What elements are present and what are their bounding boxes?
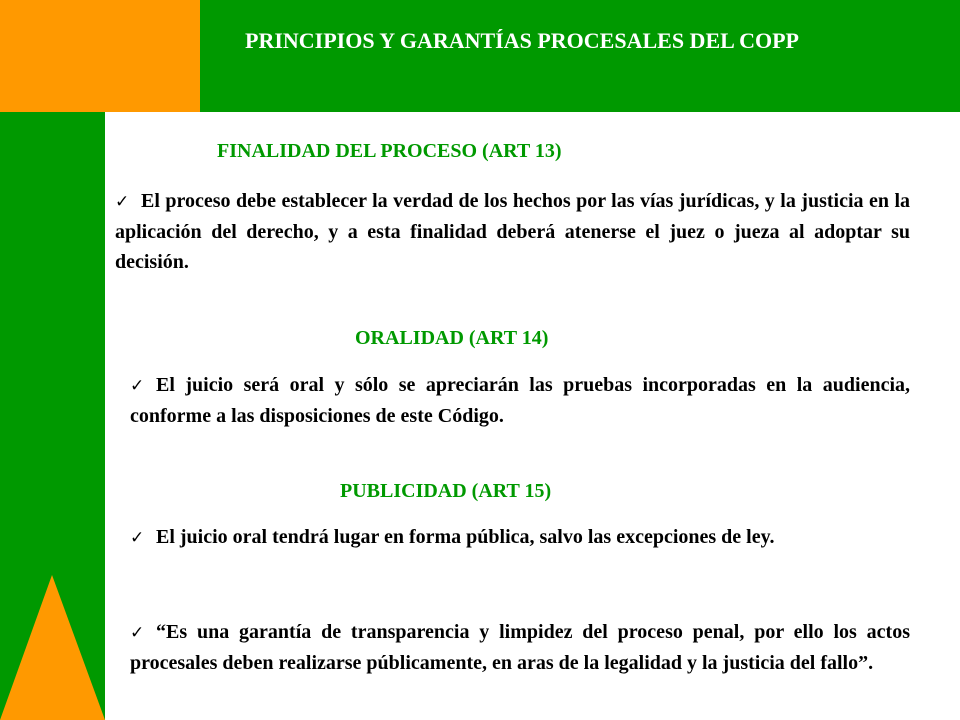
header-bar — [200, 0, 960, 112]
page-title: PRINCIPIOS Y GARANTÍAS PROCESALES DEL COPP — [245, 28, 799, 53]
bullet-publicidad-2: ✓ “Es una garantía de transparencia y limpidez del proceso penal, por ello los actos procesales deben realizarse públicamente, en aras de la legalidad y la justicia del fallo”. — [130, 617, 910, 678]
section-title-finalidad: FINALIDAD DEL PROCESO (ART 13) — [217, 140, 562, 162]
orange-corner-block — [0, 0, 200, 112]
checkmark-icon: ✓ — [130, 528, 145, 548]
bullet-oralidad: ✓ El juicio será oral y sólo se apreciarán las pruebas incorporadas en la audiencia, conforme a las disposiciones de este Código. — [130, 370, 910, 431]
bullet-publicidad-1: ✓ El juicio oral tendrá lugar en forma pública, salvo las excepciones de ley. — [130, 522, 910, 553]
orange-triangle-decoration — [0, 575, 105, 720]
section-title-publicidad: PUBLICIDAD (ART 15) — [340, 480, 552, 502]
bullet-finalidad: ✓ El proceso debe establecer la verdad de los hechos por las vías jurídicas, y la justicia en la aplicación del derecho, y a esta finalidad deberá atenerse el juez o jueza al adoptar su decisión. — [115, 186, 910, 277]
checkmark-icon: ✓ — [115, 192, 130, 212]
checkmark-icon: ✓ — [130, 623, 145, 643]
section-title-oralidad: ORALIDAD (ART 14) — [355, 327, 549, 349]
checkmark-icon: ✓ — [130, 376, 145, 396]
